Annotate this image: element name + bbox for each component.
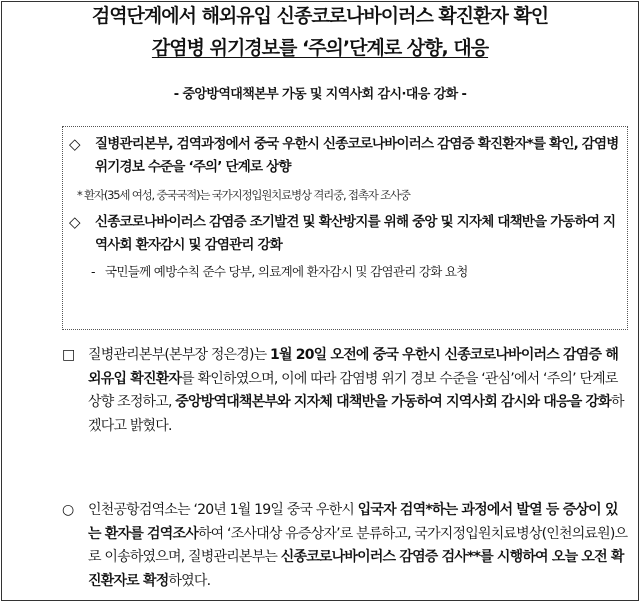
paragraph-tail: 하였다. xyxy=(168,572,211,589)
press-release-page xyxy=(1,1,639,601)
paragraph-tail: 하겠다고 밝혔다. xyxy=(88,394,624,434)
diamond-bullet-icon: ◇ xyxy=(69,213,80,231)
body-paragraph xyxy=(62,344,628,438)
dash-bullet: - xyxy=(91,264,95,279)
headline-line-1: 검역단계에서 해외유입 신종코로나바이러스 확진환자 확인 xyxy=(91,5,549,27)
body-paragraph xyxy=(62,499,628,593)
paragraph-emphasis: 1월 20일 오전에 중국 우한시 신종코로나바이러스 감염증 해외유입 확진환자 xyxy=(88,347,619,387)
summary-footnote: * 환자(35세 여성, 중국국적)는 국가지정입원치료병상 격리중, 접촉자 조사중 xyxy=(77,188,410,202)
paragraph-rest: 하여 ‘조사대상 유증상자’로 분류하고, 국가지정입원치료병상(인천의료원)으로 이송하였으며, 질병관리본부는 xyxy=(88,525,628,565)
paragraph-emphasis: 중앙방역대책본부와 지자체 대책반을 가동하여 지역사회 감시와 대응을 강화 xyxy=(175,394,611,410)
summary-item xyxy=(69,133,621,179)
paragraph-text xyxy=(88,344,628,438)
square-bullet-icon: □ xyxy=(62,347,75,363)
headline xyxy=(2,2,638,59)
headline-line-2: 감염병 위기경보를 ‘주의’단계로 상향, 대응 xyxy=(151,37,489,59)
paragraph-lead: 질병관리본부(본부장 정은경)는 xyxy=(88,347,271,363)
subheadline: - 중앙방역대책본부 가동 및 지역사회 감시·대응 강화 - xyxy=(173,87,467,102)
summary-subitem xyxy=(91,261,621,283)
diamond-bullet-icon: ◇ xyxy=(69,135,80,153)
paragraph-lead: 인천공항검역소는 ‘20년 1월 19일 중국 우한시 xyxy=(88,502,358,518)
paragraph-emphasis: 입국자 검역*하는 과정에서 발열 등 증상이 있는 환자를 검역조사 xyxy=(88,502,618,542)
summary-subitem-text: 국민들께 예방수칙 준수 당부, 의료계에 환자감시 및 감염관리 강화 요청 xyxy=(105,264,468,279)
circle-bullet-icon: ○ xyxy=(62,502,74,518)
summary-item-text: 신종코로나바이러스 감염증 조기발견 및 확산방지를 위해 중앙 및 지자체 대책반을 가동하여 지역사회 환자감시 및 감염관리 강화 xyxy=(95,214,616,253)
summary-box xyxy=(62,126,628,330)
paragraph-emphasis: 신종코로나바이러스 감염증 검사**를 시행하여 오늘 오전 확진환자로 확정 xyxy=(88,549,624,589)
paragraph-text xyxy=(88,499,628,593)
summary-item-text: 질병관리본부, 검역과정에서 중국 우한시 신종코로나바이러스 감염증 확진환자*를 확인, 감염병 위기경보 수준을 ‘주의’ 단계로 상향 xyxy=(95,136,619,175)
summary-item xyxy=(69,211,621,257)
paragraph-rest: 를 확인하였으며, 이에 따라 감염병 위기 경보 수준을 ‘관심’에서 ‘주의’ 단계로 상향 조정하고, xyxy=(88,370,618,410)
